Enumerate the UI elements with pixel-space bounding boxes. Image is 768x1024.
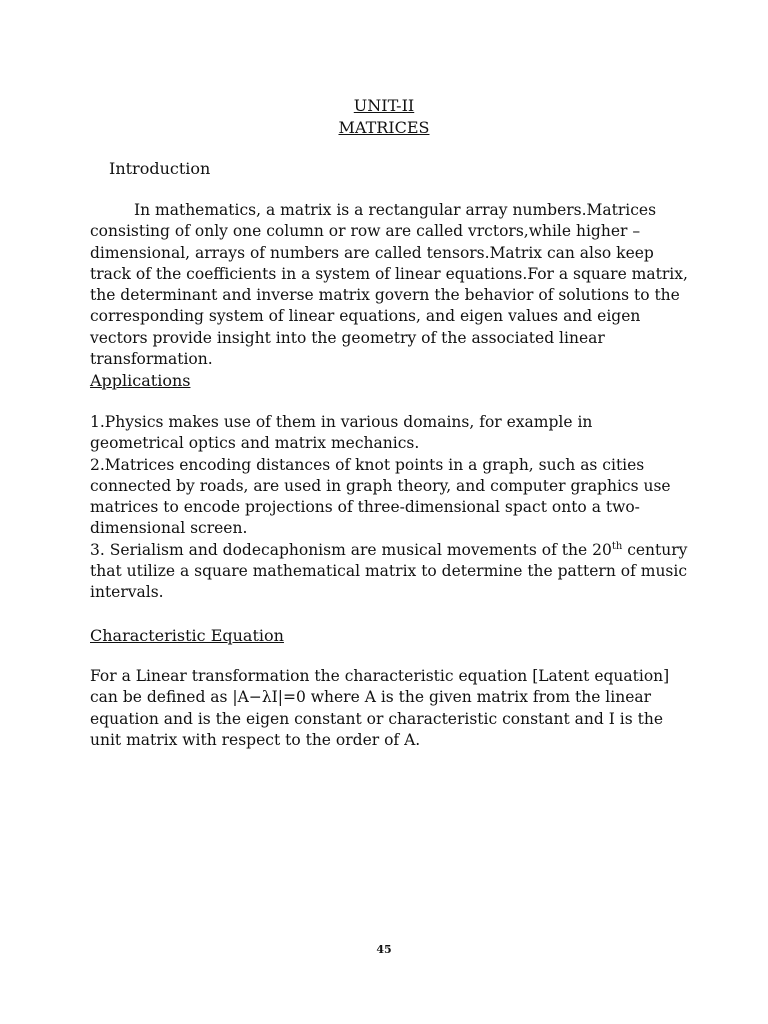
introduction-heading: Introduction bbox=[109, 159, 211, 178]
applications-list bbox=[90, 412, 690, 604]
characteristic-equation-paragraph: For a Linear transformation the characteristic equation [Latent equation] can be defined as |A−λI|=0 where A is the given matrix from the linear equation and is the eigen constant or characteristic constant and I is the unit matrix with respect to the order of A. bbox=[90, 667, 670, 749]
subject-title: MATRICES bbox=[338, 118, 430, 137]
ordinal-superscript: th bbox=[611, 540, 623, 552]
application-item-3-text-start: 3. Serialism and dodecaphonism are musical movements of the 20 bbox=[90, 540, 612, 559]
characteristic-equation-heading: Characteristic Equation bbox=[90, 626, 284, 645]
application-item-1: 1.Physics makes use of them in various domains, for example in geometrical optics and matrix mechanics. bbox=[90, 413, 593, 453]
unit-title: UNIT-II bbox=[353, 96, 415, 115]
introduction-paragraph bbox=[90, 200, 690, 370]
application-item-2: 2.Matrices encoding distances of knot points in a graph, such as cities connected by roads, are used in graph theory, and computer graphics use matrices to encode projections of three-dimensional spact onto a two-dimensional screen. bbox=[90, 455, 671, 538]
application-item-3 bbox=[90, 540, 690, 604]
application-item-3-text-end: century that utilize a square mathematical matrix to determine the pattern of music intervals. bbox=[90, 540, 688, 602]
page-number: 45 bbox=[376, 943, 392, 956]
applications-heading: Applications bbox=[90, 371, 191, 390]
introduction-text: In mathematics, a matrix is a rectangular array numbers.Matrices consisting of only one column or row are called vrctors,while higher – dimensional, arrays of numbers are called tensors.Matrix can also keep track of the coefficients in a system of linear equations.For a square matrix, the determinant and inverse matrix govern the behavior of solutions to the corresponding system of linear equations, and eigen values and eigen vectors provide insight into the geometry of the associated linear transformation. bbox=[90, 201, 688, 369]
